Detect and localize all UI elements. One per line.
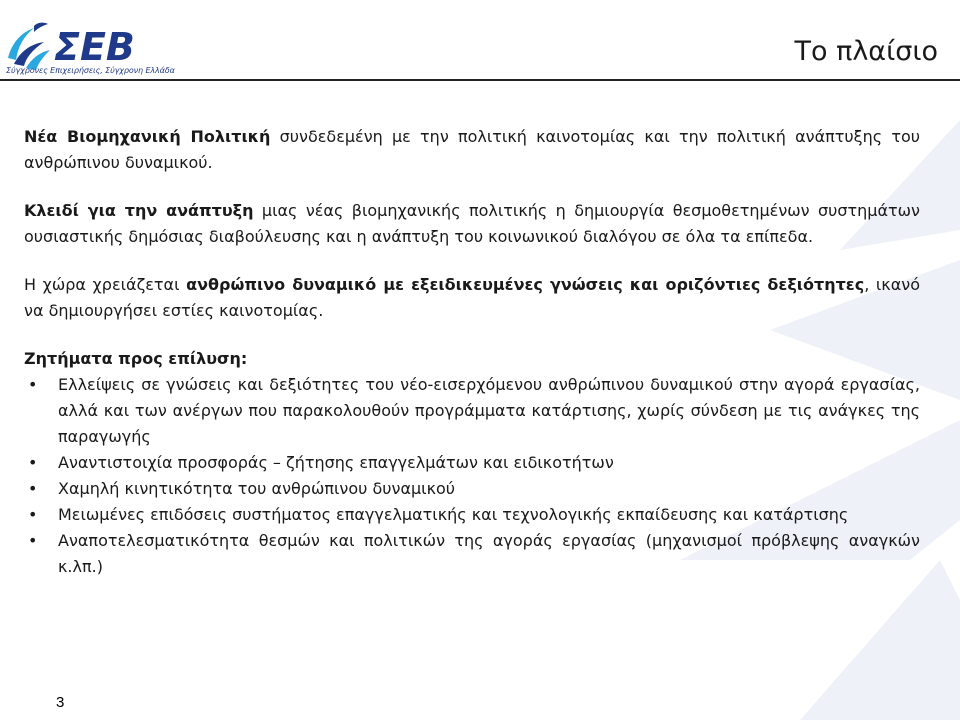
issues-heading bbox=[24, 346, 920, 372]
list-item bbox=[24, 372, 920, 450]
list-item-text: Μειωμένες επιδόσεις συστήματος επαγγελματικής και τεχνολογικής εκπαίδευσης και κατάρτισης bbox=[58, 505, 849, 524]
paragraph-industrial-policy bbox=[24, 124, 920, 176]
list-item-text: Ελλείψεις σε γνώσεις και δεξιότητες του νέο-εισερχόμενου ανθρώπινου δυναμικού στην αγορά εργασίας, αλλά και των ανέργων που παρακολουθούν προγράμματα κατάρτισης, χωρίς σύνδεση με τις ανάγκες της παραγωγής bbox=[58, 375, 920, 446]
slide-content bbox=[24, 124, 920, 580]
logo-wordmark: ΣΕΒ bbox=[54, 25, 135, 69]
list-item-text: Αναντιστοιχία προσφοράς – ζήτησης επαγγελμάτων και ειδικοτήτων bbox=[58, 453, 614, 472]
paragraph-text: συνδεδεμένη με την πολιτική καινοτομίας και την πολιτική ανάπτυξης του ανθρώπινου δυναμικού. bbox=[24, 127, 920, 172]
paragraph-text: μιας νέας βιομηχανικής πολιτικής η δημιουργία θεσμοθετημένων συστημάτων ουσιαστικής δημόσιας διαβούλευσης και η ανάπτυξη του κοινωνικού διαλόγου σε όλα τα επίπεδα. bbox=[24, 201, 920, 246]
bullet-icon: • bbox=[28, 453, 38, 472]
list-item-text: Αναποτελεσματικότητα θεσμών και πολιτικών της αγοράς εργασίας (μηχανισμοί πρόβλεψης αναγκών κ.λπ.) bbox=[58, 531, 920, 576]
issues-heading-text: Ζητήματα προς επίλυση: bbox=[24, 349, 248, 368]
paragraph-text: Η χώρα χρειάζεται bbox=[24, 275, 187, 294]
seb-star-icon bbox=[8, 23, 50, 70]
list-item bbox=[24, 450, 920, 476]
bullet-icon: • bbox=[28, 479, 38, 498]
list-item bbox=[24, 528, 920, 580]
paragraph-bold: ανθρώπινο δυναμικό με εξειδικευμένες γνώσεις και οριζόντιες δεξιότητες bbox=[186, 275, 865, 294]
paragraph-bold: Νέα Βιομηχανική Πολιτική bbox=[24, 127, 271, 146]
list-item bbox=[24, 502, 920, 528]
logo-tagline: Σύγχρονες Επιχειρήσεις, Σύγχρονη Ελλάδα bbox=[6, 66, 175, 75]
list-item-text: Χαμηλή κινητικότητα του ανθρώπινου δυναμικού bbox=[58, 479, 456, 498]
bullet-icon: • bbox=[28, 531, 38, 550]
paragraph-key-to-growth bbox=[24, 198, 920, 250]
bullet-icon: • bbox=[28, 505, 38, 524]
bullet-icon: • bbox=[28, 375, 38, 394]
page-number: 3 bbox=[56, 694, 65, 711]
paragraph-text: , ικανό να δημιουργήσει εστίες καινοτομίας. bbox=[24, 275, 920, 320]
paragraph-bold: Κλειδί για την ανάπτυξη bbox=[24, 201, 254, 220]
list-item bbox=[24, 476, 920, 502]
header-divider bbox=[0, 79, 960, 81]
paragraph-human-resources bbox=[24, 272, 920, 324]
slide-title: Το πλαίσιο bbox=[794, 36, 938, 67]
issues-list bbox=[24, 372, 920, 580]
